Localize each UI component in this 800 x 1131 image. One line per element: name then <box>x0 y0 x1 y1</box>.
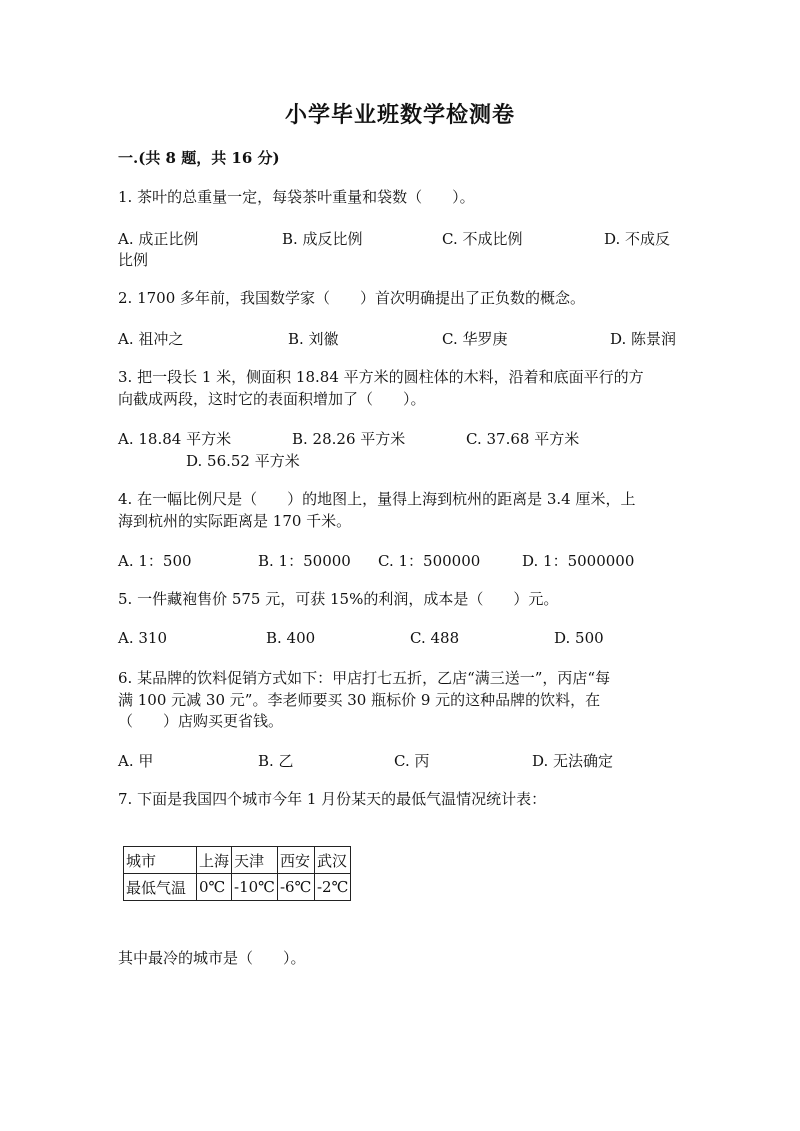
question-3-line-2: 向截成两段，这时它的表面积增加了（ ）。 <box>118 390 426 408</box>
q2-option-c: C. 华罗庚 <box>442 330 508 348</box>
question-2-text: 2. 1700 多年前，我国数学家（ ）首次明确提出了正负数的概念。 <box>118 289 586 307</box>
q1-option-d-wrap: 比例 <box>118 251 149 269</box>
temperature-table <box>123 846 351 901</box>
table-cell: 最低气温 <box>124 874 197 901</box>
q6-option-d: D. 无法确定 <box>532 752 614 770</box>
question-6-line-1: 6. 某品牌的饮料促销方式如下：甲店打七五折，乙店“满三送一”，丙店“每 <box>118 669 611 687</box>
q4-option-d: D. 1：5000000 <box>522 552 635 570</box>
table-header-cell: 武汉 <box>314 847 350 874</box>
table-cell: 0℃ <box>197 874 232 901</box>
table-cell: -10℃ <box>232 874 278 901</box>
question-4-line-2: 海到杭州的实际距离是 170 千米。 <box>118 512 352 530</box>
q5-option-a: A. 310 <box>118 629 167 647</box>
question-4-line-1: 4. 在一幅比例尺是（ ）的地图上，量得上海到杭州的距离是 3.4 厘米，上 <box>118 490 636 508</box>
q4-option-c: C. 1：500000 <box>378 552 481 570</box>
question-7-followup: 其中最冷的城市是（ ）。 <box>118 949 306 967</box>
section-heading: 一.(共 8 题，共 16 分) <box>118 149 280 167</box>
q4-option-a: A. 1：500 <box>118 552 192 570</box>
q1-option-a: A. 成正比例 <box>118 230 199 248</box>
page-title: 小学毕业班数学检测卷 <box>284 102 515 128</box>
q1-option-d: D. 不成反 <box>604 230 671 248</box>
q3-option-a: A. 18.84 平方米 <box>118 430 232 448</box>
q5-option-b: B. 400 <box>266 629 316 647</box>
q2-option-b: B. 刘徽 <box>288 330 339 348</box>
q1-option-c: C. 不成比例 <box>442 230 523 248</box>
q1-option-b: B. 成反比例 <box>282 230 363 248</box>
question-3-line-1: 3. 把一段长 1 米，侧面积 18.84 平方米的圆柱体的木料，沿着和底面平行的方 <box>118 368 644 386</box>
q6-option-c: C. 丙 <box>394 752 430 770</box>
q3-option-c: C. 37.68 平方米 <box>466 430 580 448</box>
table-header-cell: 西安 <box>277 847 314 874</box>
question-6-line-2: 满 100 元减 30 元”。李老师要买 30 瓶标价 9 元的这种品牌的饮料，在 <box>118 691 601 709</box>
table-row <box>124 874 351 901</box>
question-1-text: 1. 茶叶的总重量一定，每袋茶叶重量和袋数（ ）。 <box>118 188 475 206</box>
q3-option-b: B. 28.26 平方米 <box>292 430 406 448</box>
table-cell: -2℃ <box>314 874 350 901</box>
q4-option-b: B. 1：50000 <box>258 552 351 570</box>
q2-option-d: D. 陈景润 <box>610 330 677 348</box>
table-header-cell: 城市 <box>124 847 197 874</box>
table-row <box>124 847 351 874</box>
q2-option-a: A. 祖冲之 <box>118 330 184 348</box>
question-5-text: 5. 一件藏袍售价 575 元，可获 15%的利润，成本是（ ）元。 <box>118 590 559 608</box>
q6-option-a: A. 甲 <box>118 752 154 770</box>
q5-option-c: C. 488 <box>410 629 460 647</box>
q3-option-d: D. 56.52 平方米 <box>186 452 300 470</box>
table-cell: -6℃ <box>277 874 314 901</box>
q6-option-b: B. 乙 <box>258 752 294 770</box>
question-6-line-3: （ ）店购买更省钱。 <box>118 712 284 730</box>
table-header-cell: 天津 <box>232 847 278 874</box>
question-7-text: 7. 下面是我国四个城市今年 1 月份某天的最低气温情况统计表： <box>118 790 547 808</box>
table-header-cell: 上海 <box>197 847 232 874</box>
q5-option-d: D. 500 <box>554 629 604 647</box>
